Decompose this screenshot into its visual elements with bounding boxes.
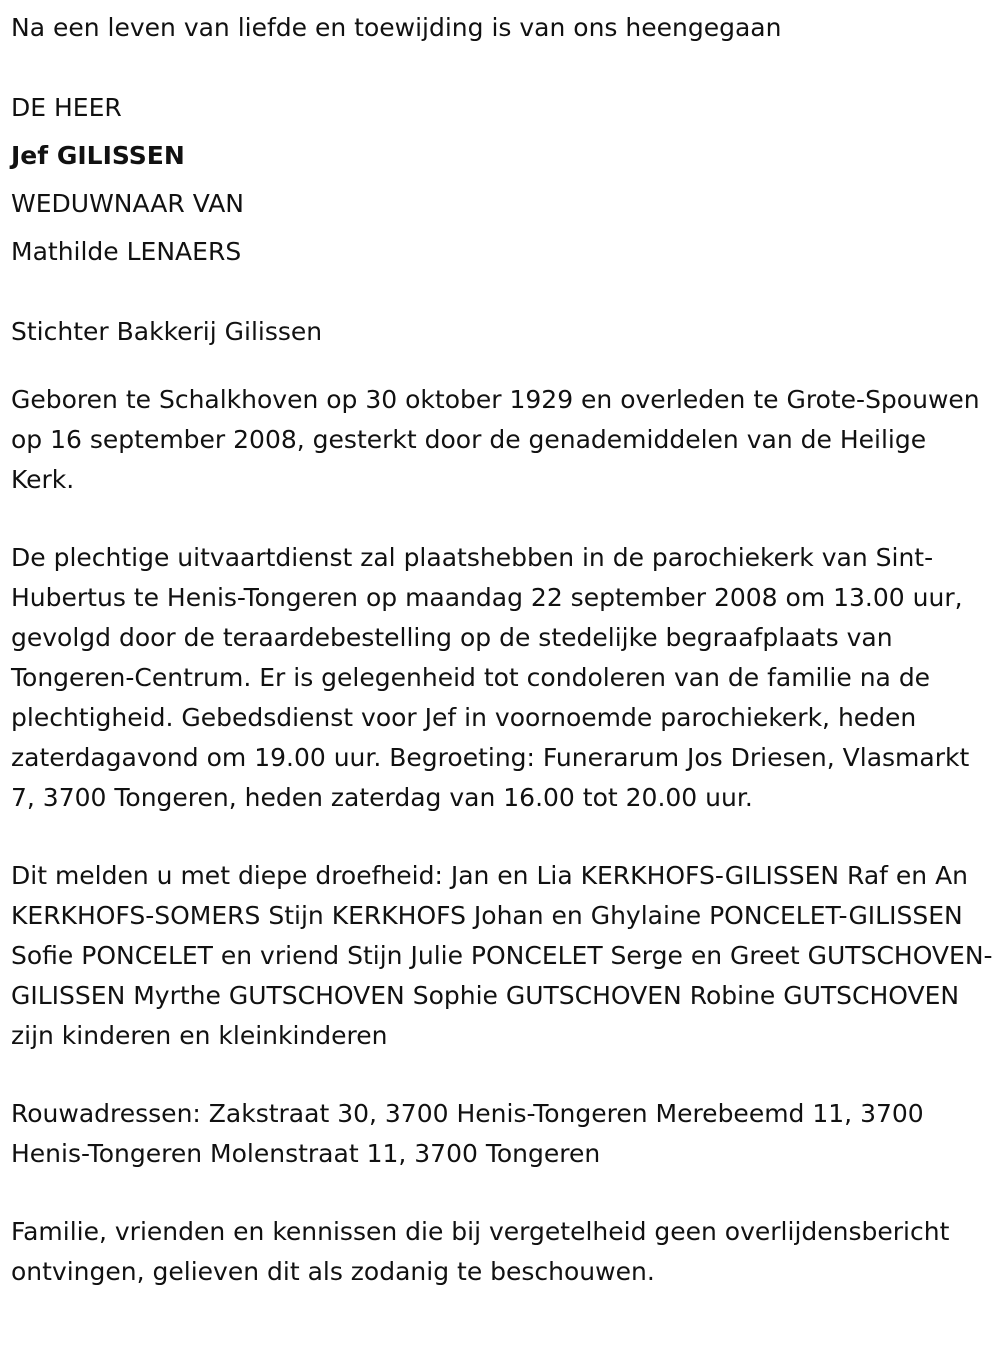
closing-paragraph: Familie, vrienden en kennissen die bij vergetelheid geen overlijdensbericht ontvingen, gelieven dit als zodanig te beschouwen.	[11, 1217, 950, 1286]
spacer	[11, 356, 996, 380]
spacer	[11, 1056, 996, 1094]
spacer	[11, 500, 996, 538]
occupation-line: Stichter Bakkerij Gilissen	[11, 317, 323, 346]
spacer	[11, 1174, 996, 1212]
spouse-name: Mathilde LENAERS	[11, 237, 242, 266]
spacer	[11, 276, 996, 308]
spacer	[11, 52, 996, 84]
intro-line: Na een leven van liefde en toewijding is van ons heengegaan	[11, 13, 782, 42]
deceased-name: Jef GILISSEN	[11, 141, 185, 170]
relation-line: WEDUWNAAR VAN	[11, 189, 245, 218]
birth-death-paragraph: Geboren te Schalkhoven op 30 oktober 1929 en overleden te Grote-Spouwen op 16 september 2008, gesterkt door de genademiddelen van de Heilige Kerk.	[11, 385, 980, 494]
obituary-notice	[11, 4, 996, 1292]
addresses-paragraph: Rouwadressen: Zakstraat 30, 3700 Henis-Tongeren Merebeemd 11, 3700 Henis-Tongeren Molenstraat 11, 3700 Tongeren	[11, 1099, 924, 1168]
family-paragraph: Dit melden u met diepe droefheid: Jan en Lia KERKHOFS-GILISSEN Raf en An KERKHOFS-SOMERS Stijn KERKHOFS Johan en Ghylaine PONCELET-GILISSEN Sofie PONCELET en vriend Stijn Julie PONCELET Serge en Greet GUTSCHOVEN-GILISSEN Myrthe GUTSCHOVEN Sophie GUTSCHOVEN Robine GUTSCHOVEN zijn kinderen en kleinkinderen	[11, 861, 993, 1050]
spacer	[11, 818, 996, 856]
honorific-title: DE HEER	[11, 93, 122, 122]
funeral-paragraph: De plechtige uitvaartdienst zal plaatshebben in de parochiekerk van Sint-Hubertus te Henis-Tongeren op maandag 22 september 2008 om 13.00 uur, gevolgd door de teraardebestelling op de stedelijke begraafplaats van Tongeren-Centrum. Er is gelegenheid tot condoleren van de familie na de plechtigheid. Gebedsdienst voor Jef in voornoemde parochiekerk, heden zaterdagavond om 19.00 uur. Begroeting: Funerarum Jos Driesen, Vlasmarkt 7, 3700 Tongeren, heden zaterdag van 16.00 tot 20.00 uur.	[11, 543, 970, 812]
